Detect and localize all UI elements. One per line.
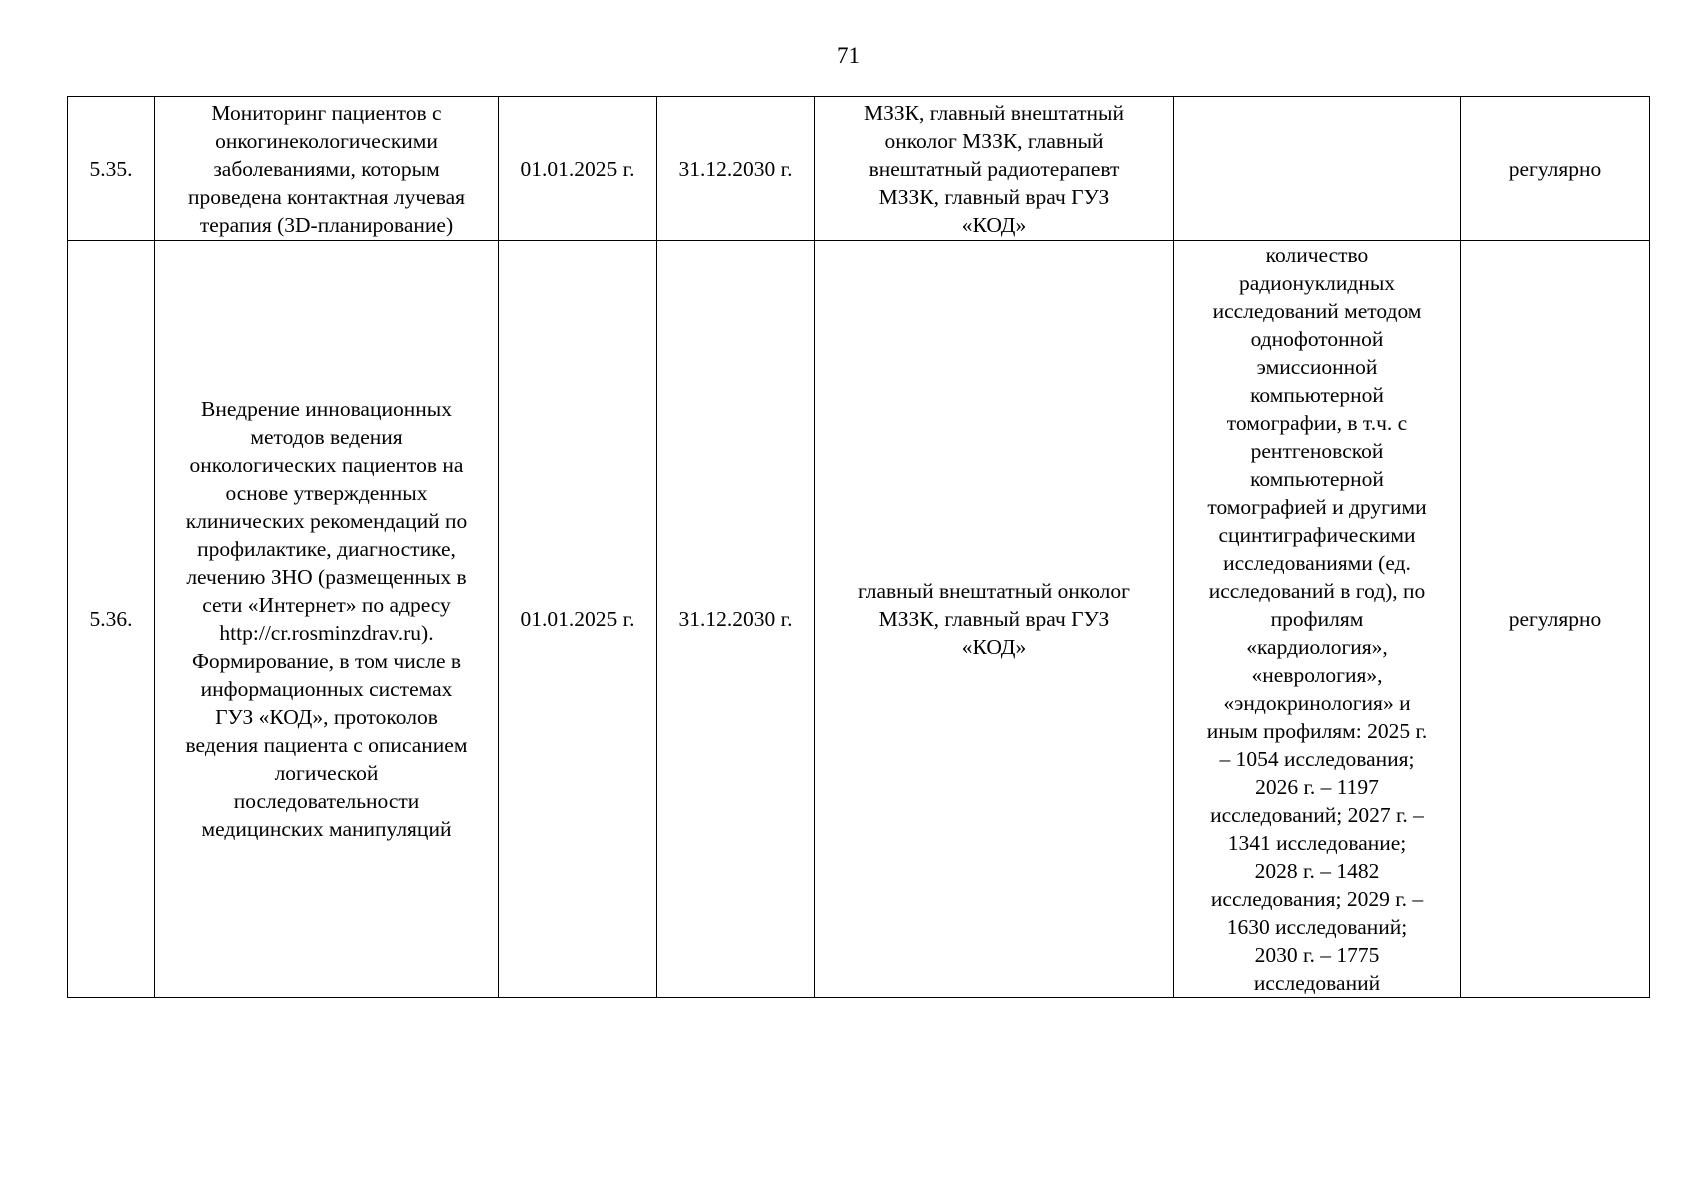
event-cell: Мониторинг пациентов с онкогинекологическими заболеваниями, которым проведена контактная лучевая терапия (3D-планирование)	[155, 97, 499, 241]
activities-table	[67, 96, 1650, 998]
indicator-cell	[1174, 97, 1461, 241]
table-row	[68, 241, 1650, 998]
start-date-cell: 01.01.2025 г.	[499, 97, 657, 241]
page-number: 71	[837, 43, 860, 68]
event-cell: Внедрение инновационных методов ведения онкологических пациентов на основе утвержденных клинических рекомендаций по профилактике, диагностике, лечению ЗНО (размещенных в сети «Интернет» по адресу http://cr.rosminzdrav.ru). Формирование, в том числе в информационных системах ГУЗ «КОД», протоколов ведения пациента с описанием логической последовательности медицинских манипуляций	[155, 241, 499, 998]
end-date-cell: 31.12.2030 г.	[657, 97, 815, 241]
responsible-cell: главный внештатный онколог МЗЗК, главный врач ГУЗ «КОД»	[815, 241, 1174, 998]
start-date-cell: 01.01.2025 г.	[499, 241, 657, 998]
frequency-cell: регулярно	[1461, 241, 1650, 998]
frequency-cell: регулярно	[1461, 97, 1650, 241]
row-number-cell: 5.35.	[68, 97, 155, 241]
end-date-cell: 31.12.2030 г.	[657, 241, 815, 998]
table-row	[68, 97, 1650, 241]
indicator-cell: количество радионуклидных исследований методом однофотонной эмиссионной компьютерной томографии, в т.ч. с рентгеновской компьютерной томографией и другими сцинтиграфическими исследованиями (ед. исследований в год), по профилям «кардиология», «неврология», «эндокринология» и иным профилям: 2025 г. – 1054 исследования; 2026 г. – 1197 исследований; 2027 г. – 1341 исследование; 2028 г. – 1482 исследования; 2029 г. – 1630 исследований; 2030 г. – 1775 исследований	[1174, 241, 1461, 998]
responsible-cell: МЗЗК, главный внештатный онколог МЗЗК, главный внештатный радиотерапевт МЗЗК, главный врач ГУЗ «КОД»	[815, 97, 1174, 241]
row-number-cell: 5.36.	[68, 241, 155, 998]
